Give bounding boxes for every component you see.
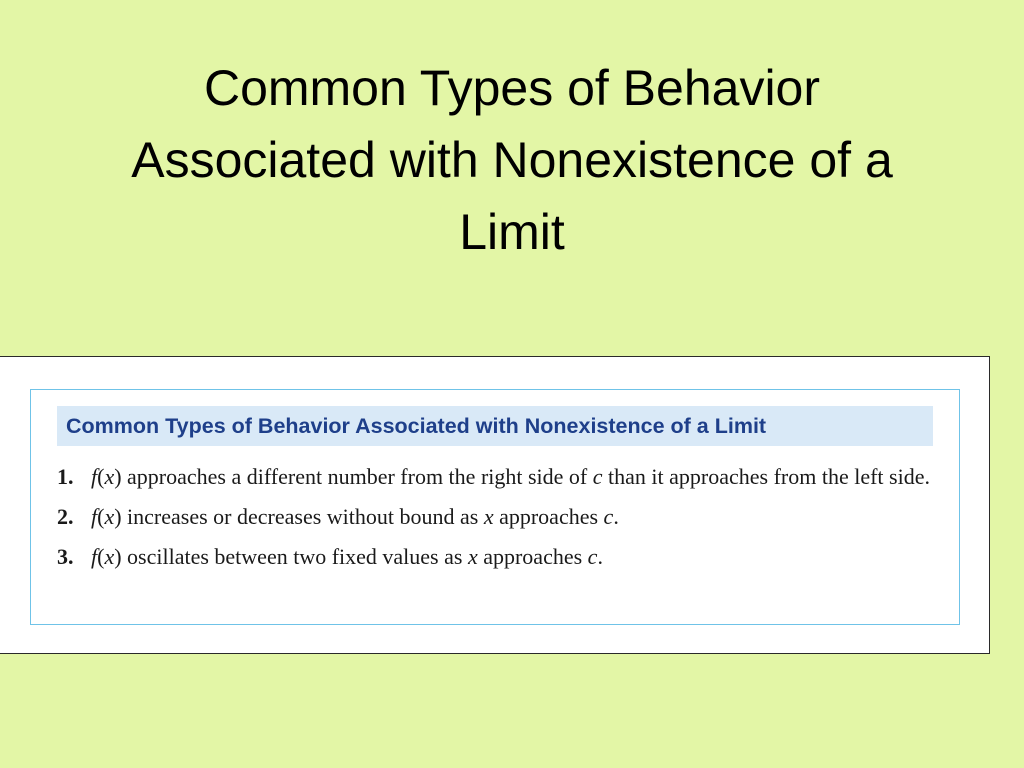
item-variable: c bbox=[592, 464, 603, 489]
slide-title bbox=[0, 52, 1024, 268]
item-variable-2: c bbox=[603, 504, 614, 529]
function-symbol: f bbox=[91, 464, 98, 489]
item-text-middle: approaches bbox=[477, 544, 588, 569]
item-text-middle: approaches bbox=[493, 504, 604, 529]
behavior-list bbox=[57, 460, 937, 580]
function-notation: f(x) bbox=[91, 504, 122, 529]
item-variable: x bbox=[483, 504, 494, 529]
function-notation: f(x) bbox=[91, 464, 122, 489]
function-symbol: f bbox=[91, 544, 98, 569]
item-number: 1. bbox=[57, 464, 74, 489]
item-text-after: than it approaches from the left side. bbox=[602, 464, 930, 489]
item-variable-2: c bbox=[587, 544, 598, 569]
textbook-figure bbox=[0, 356, 990, 654]
function-variable: x bbox=[104, 544, 115, 569]
slide-title-line-2: Associated with Nonexistence of a bbox=[131, 132, 893, 188]
item-text-after: . bbox=[613, 504, 619, 529]
item-variable: x bbox=[467, 544, 478, 569]
item-number: 2. bbox=[57, 504, 74, 529]
item-text-before: oscillates between two fixed values as bbox=[121, 544, 468, 569]
item-text-after: . bbox=[597, 544, 603, 569]
function-symbol: f bbox=[91, 504, 98, 529]
function-notation: f(x) bbox=[91, 544, 122, 569]
item-text-before: increases or decreases without bound as bbox=[121, 504, 484, 529]
list-item bbox=[57, 500, 937, 533]
list-item bbox=[57, 460, 937, 493]
function-variable: x bbox=[104, 504, 115, 529]
definition-box bbox=[30, 389, 960, 625]
definition-box-header: Common Types of Behavior Associated with Nonexistence of a Limit bbox=[57, 406, 933, 446]
list-item bbox=[57, 540, 937, 573]
slide-title-line-3: Limit bbox=[459, 204, 565, 260]
item-number: 3. bbox=[57, 544, 74, 569]
item-text-before: approaches a different number from the right side of bbox=[121, 464, 593, 489]
slide-title-line-1: Common Types of Behavior bbox=[203, 60, 821, 116]
function-variable: x bbox=[104, 464, 115, 489]
